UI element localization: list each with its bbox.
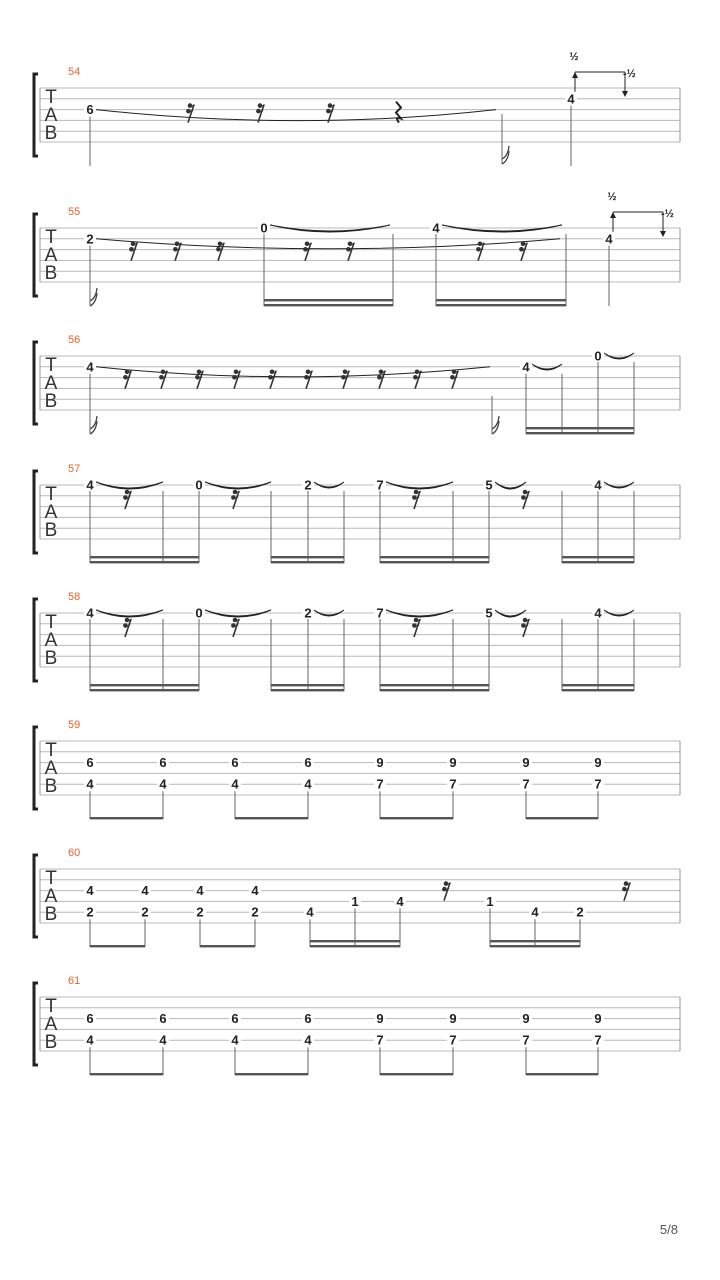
- note-beam: [380, 556, 489, 558]
- fret-number: 7: [376, 776, 384, 792]
- note-beam: [490, 940, 580, 942]
- fret-number: 6: [159, 755, 167, 771]
- note-beam: [90, 689, 199, 691]
- fret-number: 9: [522, 1011, 530, 1027]
- tab-clef-letter: T: [45, 740, 57, 761]
- tab-clef-letter: A: [44, 630, 58, 651]
- tab-clef-letter: T: [45, 868, 57, 889]
- note-beam: [380, 1073, 453, 1075]
- tab-system-54: [34, 51, 680, 166]
- tab-clef-letter: A: [44, 1014, 58, 1035]
- fret-number: 2: [576, 904, 584, 920]
- tab-system-57: [34, 463, 680, 563]
- fret-number: 6: [304, 1011, 312, 1027]
- tab-clef-letter: A: [44, 502, 58, 523]
- system-bracket: [34, 342, 38, 424]
- note-beam: [490, 945, 580, 947]
- note-beam: [380, 689, 489, 691]
- note-beam: [90, 945, 145, 947]
- fret-number: 0: [195, 477, 203, 493]
- fret-number: 4: [594, 477, 602, 493]
- fret-number: 6: [304, 755, 312, 771]
- note-beam: [526, 427, 634, 429]
- note-beam: [562, 684, 634, 686]
- fret-number: 6: [231, 755, 239, 771]
- fret-number: 7: [449, 776, 457, 792]
- fret-number: 4: [86, 1032, 94, 1048]
- measure-number: 59: [68, 719, 81, 731]
- fret-number: 4: [86, 605, 94, 621]
- tab-clef-letter: A: [44, 886, 58, 907]
- tab-clef-letter: B: [44, 648, 58, 669]
- bend-up-label: ½: [569, 51, 579, 63]
- tab-clef-letter: B: [44, 123, 58, 144]
- measure-number: 55: [68, 206, 81, 218]
- note-beam: [380, 561, 489, 563]
- fret-number: 7: [376, 477, 384, 493]
- fret-number: 9: [376, 1011, 384, 1027]
- note-beam: [271, 684, 344, 686]
- tab-clef-letter: A: [44, 245, 58, 266]
- tab-clef-letter: B: [44, 263, 58, 284]
- fret-number: 2: [304, 605, 312, 621]
- fret-number: 7: [594, 776, 602, 792]
- note-beam: [271, 561, 344, 563]
- note-beam: [90, 817, 163, 819]
- fret-number: 7: [376, 1032, 384, 1048]
- note-beam: [264, 299, 393, 301]
- tab-clef-letter: T: [45, 612, 57, 633]
- fret-number: 2: [304, 477, 312, 493]
- note-beam: [380, 684, 489, 686]
- measure-number: 57: [68, 463, 81, 475]
- note-beam: [235, 1073, 308, 1075]
- measure-number: 61: [68, 975, 81, 987]
- fret-number: 4: [531, 904, 539, 920]
- bend-arrow: [572, 72, 578, 78]
- note-beam: [310, 945, 400, 947]
- tab-clef-letter: B: [44, 776, 58, 797]
- fret-number: 9: [522, 755, 530, 771]
- tab-clef-letter: B: [44, 391, 58, 412]
- note-beam: [436, 299, 566, 301]
- system-bracket: [34, 214, 38, 296]
- tab-clef-letter: T: [45, 484, 57, 505]
- note-beam: [436, 304, 566, 306]
- fret-number: 9: [449, 1011, 457, 1027]
- note-beam: [562, 556, 634, 558]
- bend-arrow: [610, 212, 616, 218]
- tab-clef-letter: B: [44, 1032, 58, 1053]
- tie-arc: [96, 110, 496, 121]
- note-beam: [310, 940, 400, 942]
- system-bracket: [34, 727, 38, 809]
- fret-number: 4: [432, 220, 440, 236]
- fret-number: 4: [141, 883, 149, 899]
- fret-number: 6: [86, 1011, 94, 1027]
- fret-number: 4: [86, 359, 94, 375]
- fret-number: 5: [485, 477, 493, 493]
- fret-number: 6: [159, 1011, 167, 1027]
- fret-number: 4: [605, 231, 613, 247]
- fret-number: 4: [86, 883, 94, 899]
- tab-system-56: [34, 334, 680, 434]
- note-beam: [562, 689, 634, 691]
- fret-number: 7: [522, 1032, 530, 1048]
- note-beam: [235, 817, 308, 819]
- note-beam: [526, 432, 634, 434]
- note-beam: [90, 684, 199, 686]
- note-beam: [380, 817, 453, 819]
- fret-number: 9: [594, 755, 602, 771]
- fret-number: 2: [196, 904, 204, 920]
- system-bracket: [34, 855, 38, 937]
- tab-clef-letter: T: [45, 355, 57, 376]
- fret-number: 4: [522, 359, 530, 375]
- fret-number: 4: [231, 1032, 239, 1048]
- note-beam: [90, 561, 199, 563]
- fret-number: 2: [86, 231, 94, 247]
- measure-number: 56: [68, 334, 81, 346]
- fret-number: 2: [141, 904, 149, 920]
- note-beam: [526, 1073, 598, 1075]
- fret-number: 2: [86, 904, 94, 920]
- note-beam: [90, 556, 199, 558]
- fret-number: 9: [376, 755, 384, 771]
- fret-number: 4: [251, 883, 259, 899]
- fret-number: 6: [86, 102, 94, 118]
- fret-number: 4: [159, 1032, 167, 1048]
- tie-arc: [96, 239, 560, 249]
- fret-number: 4: [231, 776, 239, 792]
- tab-clef-letter: A: [44, 758, 58, 779]
- tie-arc: [96, 367, 490, 377]
- tab-clef-letter: T: [45, 87, 57, 108]
- note-beam: [271, 689, 344, 691]
- fret-number: 6: [231, 1011, 239, 1027]
- note-beam: [271, 556, 344, 558]
- note-beam: [264, 304, 393, 306]
- fret-number: 4: [567, 91, 575, 107]
- fret-number: 9: [449, 755, 457, 771]
- tab-clef-letter: A: [44, 373, 58, 394]
- system-bracket: [34, 471, 38, 553]
- fret-number: 6: [86, 755, 94, 771]
- tab-clef-letter: A: [44, 105, 58, 126]
- system-bracket: [34, 74, 38, 156]
- measure-number: 60: [68, 847, 81, 859]
- page-number: 5/8: [659, 1222, 678, 1237]
- tab-system-58: [34, 591, 680, 691]
- fret-number: 4: [86, 776, 94, 792]
- fret-number: 4: [196, 883, 204, 899]
- bend-arrow: [660, 231, 666, 237]
- note-beam: [526, 817, 598, 819]
- fret-number: 1: [351, 893, 359, 909]
- fret-number: 7: [376, 605, 384, 621]
- tab-system-55: [34, 191, 680, 306]
- fret-number: 4: [594, 605, 602, 621]
- system-bracket: [34, 983, 38, 1065]
- fret-number: 0: [195, 605, 203, 621]
- measure-number: 54: [68, 66, 81, 78]
- fret-number: 1: [486, 893, 494, 909]
- fret-number: 4: [159, 776, 167, 792]
- tab-clef-letter: B: [44, 904, 58, 925]
- fret-number: 7: [522, 776, 530, 792]
- note-beam: [562, 561, 634, 563]
- fret-number: 4: [306, 904, 314, 920]
- rest-mark: [396, 102, 401, 123]
- fret-number: 4: [304, 776, 312, 792]
- tab-clef-letter: T: [45, 227, 57, 248]
- fret-number: 7: [594, 1032, 602, 1048]
- bend-down-label: -½: [623, 68, 636, 80]
- tab-system-59: [34, 719, 680, 819]
- fret-number: 5: [485, 605, 493, 621]
- fret-number: 0: [594, 348, 602, 364]
- bend-down-label: -½: [661, 208, 674, 220]
- fret-number: 4: [304, 1032, 312, 1048]
- tab-system-61: [34, 975, 680, 1075]
- tab-clef-letter: T: [45, 996, 57, 1017]
- note-beam: [200, 945, 255, 947]
- bend-up-label: ½: [607, 191, 617, 203]
- fret-number: 4: [86, 477, 94, 493]
- tab-clef-letter: B: [44, 520, 58, 541]
- fret-number: 0: [260, 220, 268, 236]
- system-bracket: [34, 599, 38, 681]
- note-beam: [90, 1073, 163, 1075]
- fret-number: 2: [251, 904, 259, 920]
- tab-system-60: [34, 847, 680, 947]
- measure-number: 58: [68, 591, 81, 603]
- fret-number: 7: [449, 1032, 457, 1048]
- fret-number: 4: [396, 893, 404, 909]
- fret-number: 9: [594, 1011, 602, 1027]
- bend-arrow: [622, 91, 628, 97]
